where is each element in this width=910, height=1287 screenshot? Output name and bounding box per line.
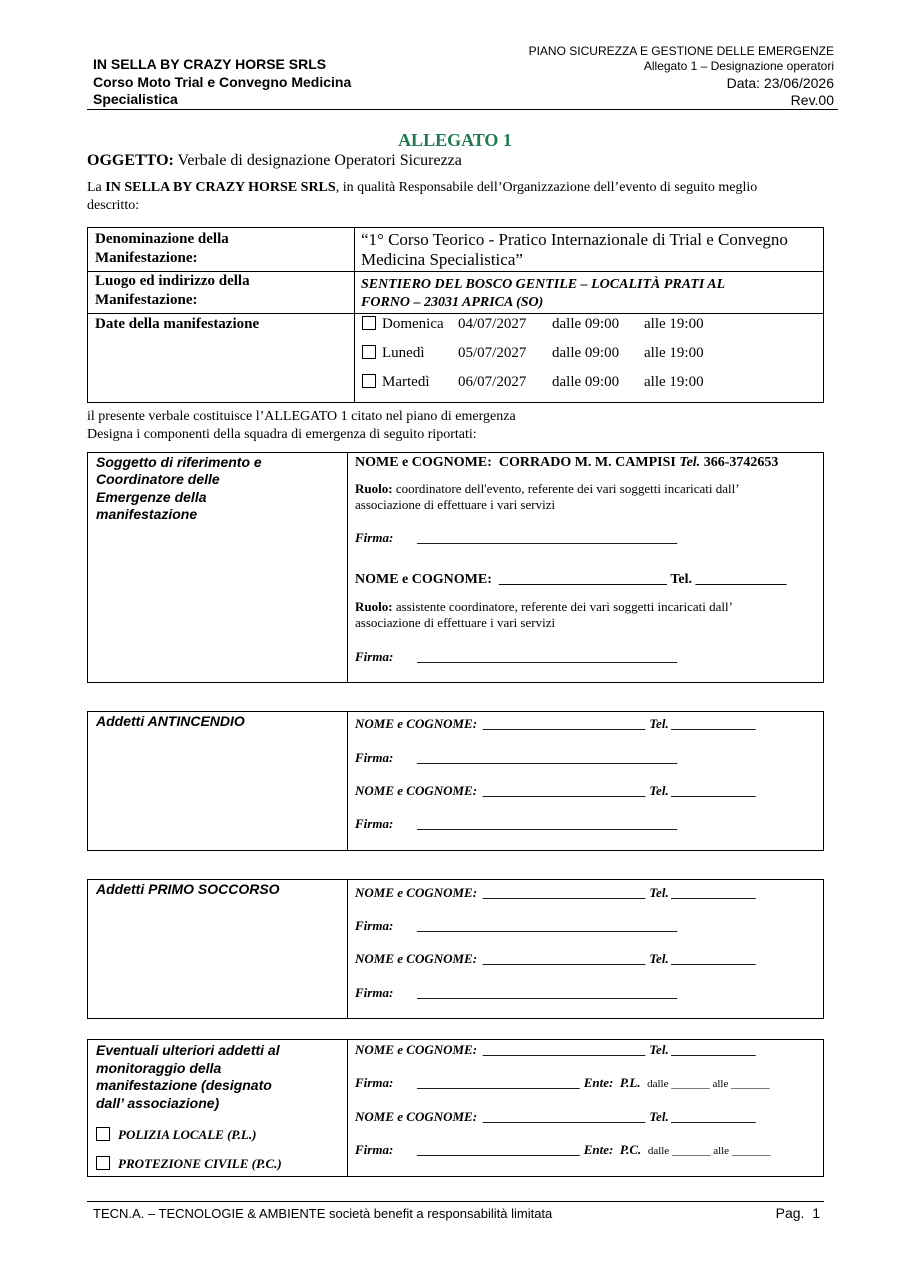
coordinator-p2-name [355, 572, 787, 588]
name-line[interactable]: _________________________ [483, 885, 647, 900]
ente-value: P.C. [619, 1142, 642, 1157]
header-rule [87, 109, 838, 110]
event-name-label-2: Manifestazione: [95, 250, 198, 266]
firma-line[interactable]: ________________________________________ [418, 816, 678, 831]
event-name-value-2: Medicina Specialistica” [361, 250, 523, 269]
coordinator-label-1: Soggetto di riferimento e [96, 454, 262, 470]
firma-label: Firma: [355, 1075, 394, 1090]
name-line[interactable]: _________________________ [483, 716, 647, 731]
primo-soccorso-name-row [355, 885, 756, 901]
name-label: NOME e COGNOME: [355, 783, 478, 798]
primo-soccorso-label: Addetti PRIMO SOCCORSO [96, 881, 280, 897]
ulteriori-firma-row [355, 1142, 770, 1158]
name-label: NOME e COGNOME: [355, 1109, 478, 1124]
date-row [362, 345, 704, 362]
firma-line[interactable]: ________________________________________ [418, 750, 678, 765]
firma-line[interactable]: _________________________ [418, 1075, 581, 1090]
event-place-value-1: SENTIERO DEL BOSCO GENTILE – LOCALITÀ PRATI AL [361, 277, 726, 292]
event-place-value-2: FORNO – 23031 APRICA (SO) [361, 295, 544, 310]
tel-label: Tel. [649, 716, 669, 731]
firma-line[interactable]: ________________________________________ [418, 649, 678, 664]
name-label: NOME e COGNOME: [355, 885, 478, 900]
ulteriori-label-2: monitoraggio della [96, 1060, 222, 1076]
coordinator-box [87, 452, 824, 683]
ente-value: P.L. [619, 1075, 641, 1090]
date-to: alle 19:00 [644, 345, 704, 361]
polizia-locale-label: POLIZIA LOCALE (P.L.) [118, 1127, 257, 1142]
ulteriori-label-3: manifestazione (designato [96, 1077, 272, 1093]
polizia-locale-checkbox[interactable] [96, 1127, 110, 1141]
date-day: Lunedì [382, 345, 425, 361]
tel-label: Tel. [670, 572, 693, 587]
ulteriori-label-1: Eventuali ulteriori addetti al [96, 1042, 280, 1058]
antincendio-label: Addetti ANTINCENDIO [96, 713, 245, 729]
name-label: NOME e COGNOME: [355, 716, 478, 731]
tel-line[interactable]: _____________ [671, 885, 757, 900]
tel-label: Tel. [649, 885, 669, 900]
name-label: NOME e COGNOME: [355, 572, 492, 587]
doc-title: ALLEGATO 1 [398, 130, 512, 150]
oggetto-text: Verbale di designazione Operatori Sicurezza [173, 152, 462, 169]
tel-line[interactable]: _____________ [671, 951, 757, 966]
coordinator-p2-role-1 [355, 599, 733, 615]
ruolo-label: Ruolo: [355, 599, 393, 614]
firma-label: Firma: [355, 649, 394, 664]
primo-soccorso-name-row [355, 951, 756, 967]
date-row [362, 316, 704, 333]
after-table-line2: Designa i componenti della squadra di emergenza di seguito riportati: [87, 427, 477, 442]
ulteriori-firma-row [355, 1075, 770, 1091]
tel-line[interactable]: _____________ [671, 783, 757, 798]
date-to: alle 19:00 [644, 316, 704, 332]
header-company: IN SELLA BY CRAZY HORSE SRLS [93, 56, 327, 72]
firma-label: Firma: [355, 750, 394, 765]
primo-soccorso-firma-row [355, 918, 678, 934]
header-plan-title: PIANO SICUREZZA E GESTIONE DELLE EMERGENZE [528, 44, 834, 58]
intro-company: IN SELLA BY CRAZY HORSE SRLS [105, 180, 336, 195]
event-name-label-1: Denominazione della [95, 231, 229, 247]
coordinator-label-2: Coordinatore delle [96, 471, 220, 487]
coordinator-p1-firma [355, 530, 678, 546]
tel-label: Tel. [679, 455, 701, 470]
event-place-label-1: Luogo ed indirizzo della [95, 273, 250, 289]
tel-label: Tel. [649, 783, 669, 798]
firma-line[interactable]: ________________________________________ [418, 918, 678, 933]
date-from: dalle 09:00 [552, 316, 620, 332]
name-line[interactable]: _________________________ [483, 1109, 647, 1124]
firma-label: Firma: [355, 1142, 394, 1157]
tel-line[interactable]: _____________ [671, 716, 757, 731]
header-event-line2: Specialistica [93, 91, 178, 107]
name-value: CORRADO M. M. CAMPISI [498, 455, 676, 470]
ulteriori-name-row [355, 1042, 756, 1058]
footer-rule [87, 1201, 824, 1202]
intro-pre: La [87, 180, 106, 195]
event-dates-label: Date della manifestazione [95, 316, 260, 332]
name-line[interactable]: _________________________ [483, 783, 647, 798]
header-rev: Rev.00 [790, 92, 834, 108]
tel-line[interactable]: _____________ [671, 1042, 757, 1057]
ulteriori-name-row [355, 1109, 756, 1125]
date-from: dalle 09:00 [552, 374, 620, 390]
event-name-value-1: “1° Corso Teorico - Pratico Internazionale di Trial e Convegno [361, 230, 788, 249]
ulteriori-box [87, 1039, 824, 1177]
name-label: NOME e COGNOME: [355, 951, 478, 966]
tel-line[interactable]: _____________ [695, 572, 787, 587]
antincendio-firma-row [355, 750, 678, 766]
header-subtitle: Allegato 1 – Designazione operatori [643, 59, 834, 73]
tel-label: Tel. [649, 1109, 669, 1124]
tel-line[interactable]: _____________ [671, 1109, 757, 1124]
date-checkbox[interactable] [362, 345, 376, 359]
firma-line[interactable]: _________________________ [418, 1142, 581, 1157]
tel-value: 366-3742653 [703, 455, 779, 470]
date-value: 05/07/2027 [458, 345, 527, 361]
date-day: Domenica [382, 316, 444, 332]
ente-label: Ente: [583, 1075, 614, 1090]
after-table-line1: il presente verbale costituisce l’ALLEGATO 1 citato nel piano di emergenza [87, 409, 516, 424]
intro-line1 [87, 180, 757, 196]
primo-soccorso-box [87, 879, 824, 1019]
firma-label: Firma: [355, 918, 394, 933]
protezione-civile-label: PROTEZIONE CIVILE (P.C.) [118, 1156, 282, 1171]
dalle-alle[interactable]: dalle _______ alle _______ [647, 1078, 770, 1090]
role-text: assistente coordinatore, referente dei vari soggetti incaricati dall’ [392, 599, 733, 614]
antincendio-box [87, 711, 824, 851]
date-row [362, 374, 704, 391]
ruolo-label: Ruolo: [355, 481, 393, 496]
option-polizia-locale[interactable] [96, 1127, 256, 1143]
footer-company: TECN.A. – TECNOLOGIE & AMBIENTE società benefit a responsabilità limitata [93, 1206, 553, 1221]
event-table [87, 227, 824, 403]
tel-label: Tel. [649, 951, 669, 966]
role-text: coordinatore dell'evento, referente dei vari soggetti incaricati dall’ [392, 481, 740, 496]
option-protezione-civile[interactable] [96, 1156, 282, 1172]
firma-line[interactable]: ________________________________________ [418, 530, 678, 545]
intro-post: , in qualità Responsabile dell’Organizzazione dell’evento di seguito meglio [335, 180, 758, 195]
firma-line[interactable]: ________________________________________ [418, 985, 678, 1000]
footer-page: Pag. 1 [775, 1205, 820, 1221]
antincendio-name-row [355, 783, 756, 799]
coordinator-label-4: manifestazione [96, 506, 198, 522]
oggetto-label: OGGETTO: [87, 152, 174, 169]
coordinator-label-3: Emergenze della [96, 489, 207, 505]
date-value: 06/07/2027 [458, 374, 527, 390]
name-line[interactable]: _________________________ [483, 951, 647, 966]
coordinator-p1-name [355, 455, 778, 471]
header-date: Data: 23/06/2026 [726, 75, 834, 91]
primo-soccorso-firma-row [355, 985, 678, 1001]
firma-label: Firma: [355, 985, 394, 1000]
intro-line2: descritto: [87, 198, 140, 213]
oggetto [87, 152, 462, 170]
tel-label: Tel. [649, 1042, 669, 1057]
name-label: NOME e COGNOME: [355, 1042, 478, 1057]
ente-label: Ente: [583, 1142, 614, 1157]
date-checkbox[interactable] [362, 316, 376, 330]
name-label: NOME e COGNOME: [355, 455, 492, 470]
ulteriori-label-4: dall’ associazione) [96, 1095, 220, 1111]
event-place-label-2: Manifestazione: [95, 292, 198, 308]
date-checkbox[interactable] [362, 374, 376, 388]
coordinator-p2-role-2: associazione di effettuare i vari servizi [355, 615, 556, 630]
firma-label: Firma: [355, 530, 394, 545]
date-value: 04/07/2027 [458, 316, 527, 332]
protezione-civile-checkbox[interactable] [96, 1156, 110, 1170]
name-line[interactable]: _________________________ [483, 1042, 647, 1057]
name-line[interactable]: ________________________ [498, 572, 667, 587]
coordinator-p2-firma [355, 649, 678, 665]
date-from: dalle 09:00 [552, 345, 620, 361]
dalle-alle[interactable]: dalle _______ alle _______ [647, 1145, 771, 1157]
antincendio-name-row [355, 716, 756, 732]
header-event-line1: Corso Moto Trial e Convegno Medicina [93, 74, 352, 90]
antincendio-firma-row [355, 816, 678, 832]
coordinator-p1-role-1 [355, 481, 740, 497]
date-to: alle 19:00 [644, 374, 704, 390]
date-day: Martedì [382, 374, 430, 390]
firma-label: Firma: [355, 816, 394, 831]
coordinator-p1-role-2: associazione di effettuare i vari servizi [355, 497, 556, 512]
